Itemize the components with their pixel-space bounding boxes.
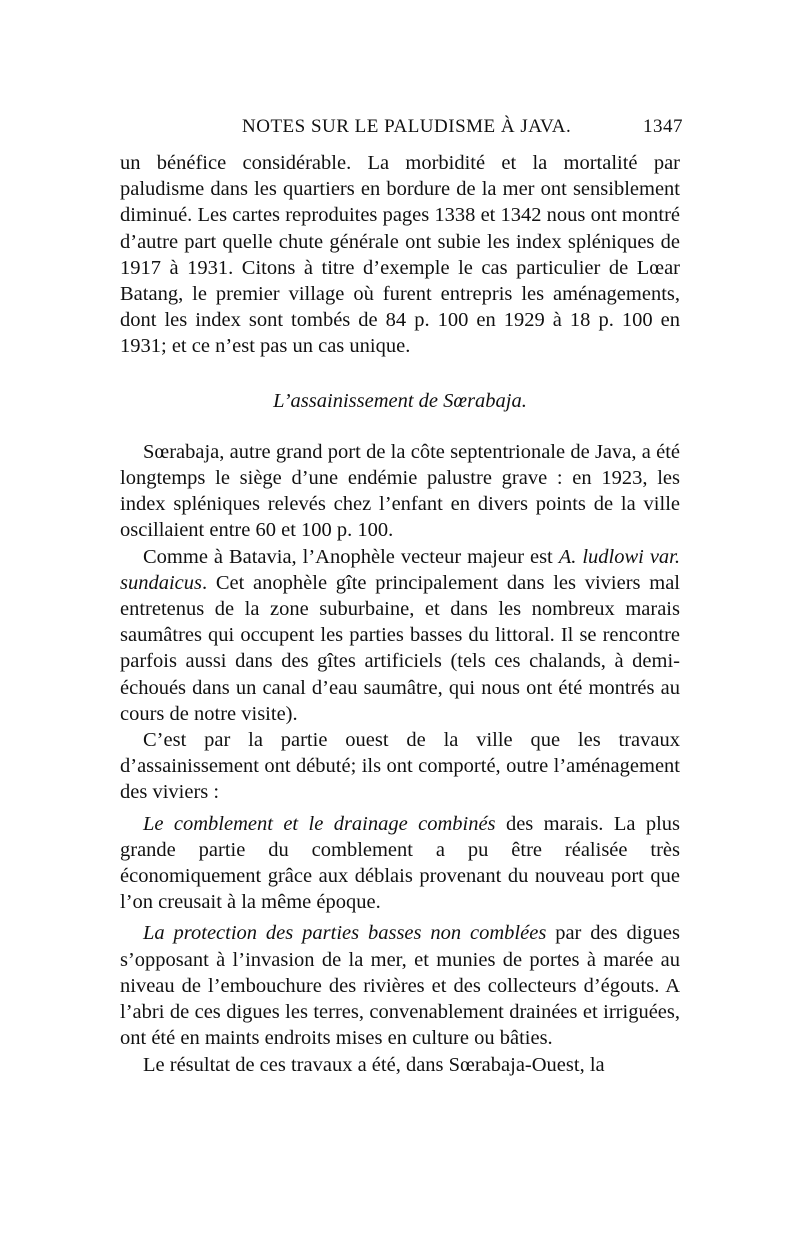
italic-lead: La protection des parties basses non comblées (143, 922, 547, 945)
text-run: Comme à Batavia, l’Anophèle vecteur majeur est (143, 545, 559, 568)
paragraph-works: C’est par la partie ouest de la ville que les travaux d’assainissement ont débuté; ils ont comporté, outre l’aménagement des viviers : (120, 729, 680, 804)
paragraph-comblement (120, 811, 680, 916)
paragraph-result: Le résultat de ces travaux a été, dans Sœrabaja-Ouest, la (143, 1053, 605, 1076)
body-text (120, 150, 680, 1078)
text-run: par des digues s’opposant à l’invasion de la mer, et munies de portes à marée au niveau de l’embouchure des rivières et des collecteurs d’égouts. A l’abri de ces digues les terres, convenablement drainées et irriguées, ont été en maints endroits mises en culture ou bâties. (120, 922, 680, 1050)
paragraph-protection (120, 920, 680, 1051)
running-title: NOTES SUR LE PALUDISME À JAVA. (242, 116, 572, 137)
text-run: des marais. La plus grande partie du comblement a pu être réalisée très économiquement grâce aux déblais provenant du nouveau port que l’on creusait à la même époque. (120, 812, 680, 914)
paragraph-continuation: un bénéfice considérable. La morbidité et la mortalité par paludisme dans les quartiers en bordure de la mer ont sensiblement diminué. Les cartes reproduites pages 1338 et 1342 nous ont montré d’autre part quelle chute générale ont subie les index spléniques de 1917 à 1931. Citons à titre d’exemple le cas particulier de Lœar Batang, le premier village où furent entrepris les aménagements, dont les index sont tombés de 84 p. 100 en 1929 à 18 p. 100 en 1931; et ce n’est pas un cas unique. (120, 152, 680, 358)
italic-lead: Le comblement et le drainage combinés (143, 812, 496, 835)
paragraph-soerabaja-intro: Sœrabaja, autre grand port de la côte septentrionale de Java, a été longtemps le siège d’une endémie palustre grave : en 1923, les index spléniques relevés chez l’enfant en divers points de la ville oscillaient entre 60 et 100 p. 100. (120, 440, 680, 542)
section-heading: L’assainissement de Sœrabaja. (273, 389, 527, 412)
page-number: 1347 (643, 116, 683, 137)
paragraph-anopheles (120, 544, 680, 727)
species-name: A. ludlowi var. sundaicus (120, 545, 680, 594)
text-run: . Cet anophèle gîte principalement dans les viviers mal entretenus de la zone suburbaine, et dans les nombreux marais saumâtres qui occupent les parties basses du littoral. Il se rencontre parfois aussi dans des gîtes artificiels (tels ces chalands, à demi-échoués dans un canal d’eau saumâtre, qui nous ont été montrés au cours de notre visite). (120, 571, 680, 725)
running-header (0, 116, 800, 146)
